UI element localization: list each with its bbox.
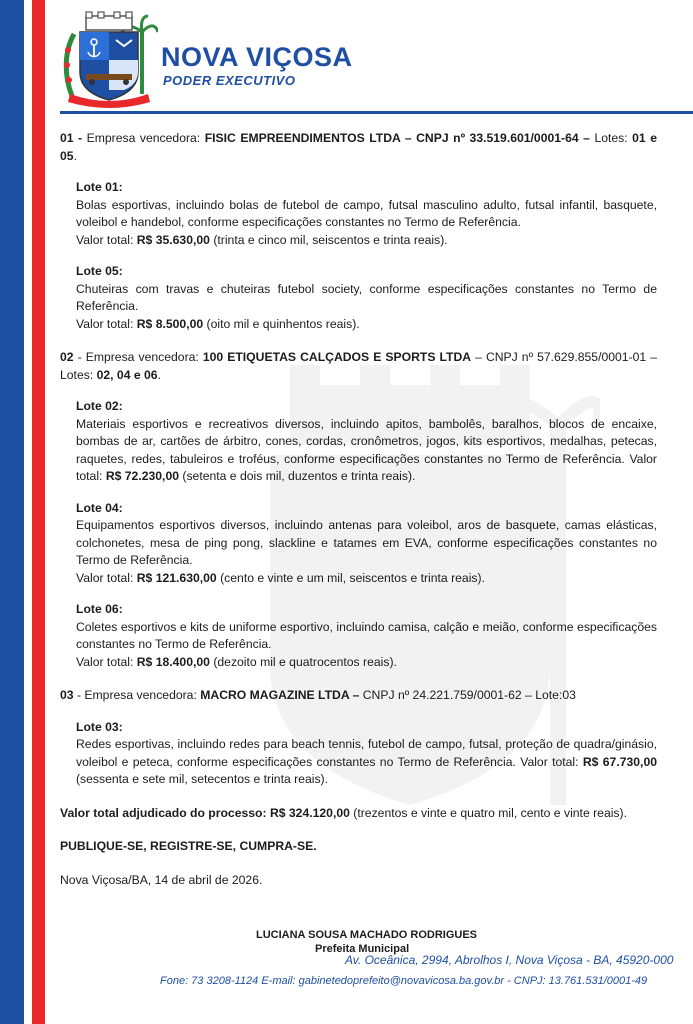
- lote-01-section: [60, 179, 657, 249]
- lote-03-value: R$ 67.730,00: [582, 754, 657, 769]
- lote-03-section: [60, 719, 657, 789]
- company-3-paragraph: [60, 687, 657, 705]
- company-3-prefix: - Empresa vencedora:: [73, 688, 201, 702]
- lote-05-description: Chuteiras com travas e chuteiras futebol society, conforme especificações constantes no Termo de Referência.: [76, 281, 657, 313]
- total-label: Valor total adjudicado do processo:: [60, 805, 270, 820]
- lote-02-title: Lote 02:: [76, 399, 123, 413]
- letterhead: [60, 10, 690, 110]
- lote-01-title: Lote 01:: [76, 180, 123, 194]
- lote-03-title: Lote 03:: [76, 719, 123, 734]
- lote-03-value-words: (sessenta e sete mil, setecentos e trinta reais).: [76, 772, 328, 786]
- lote-06-value: R$ 18.400,00: [136, 654, 210, 669]
- company-1-lotes: 01 e 05: [60, 131, 657, 163]
- lote-02-section: [60, 398, 657, 486]
- lote-05-title: Lote 05:: [76, 264, 123, 278]
- company-1-name: FISIC EMPREENDIMENTOS LTDA – CNPJ nº 33.519.601/0001-64 –: [204, 131, 595, 145]
- lote-05-value-label: Valor total:: [76, 316, 137, 331]
- lote-04-value-label: Valor total:: [76, 570, 137, 585]
- lote-06-value-label: Valor total:: [76, 654, 137, 669]
- signatory-name: LUCIANA SOUSA MACHADO RODRIGUES: [256, 929, 478, 941]
- lote-06-description: Coletes esportivos e kits de uniforme esportivo, incluindo camisa, calção e meião, conforme especificações constantes no Termo de Referência.: [76, 619, 657, 651]
- lote-01-value: R$ 35.630,00: [136, 232, 210, 247]
- company-2-end: .: [157, 367, 161, 382]
- lote-01-value-label: Valor total:: [76, 232, 137, 247]
- lote-01-value-words: (trinta e cinco mil, seiscentos e trinta reais).: [209, 232, 448, 247]
- lote-04-section: [60, 500, 657, 588]
- company-3-cnpj: CNPJ nº 24.221.759/0001-62 –: [362, 688, 536, 702]
- place-date: Nova Viçosa/BA, 14 de abril de 2026.: [60, 872, 263, 887]
- total-words: (trezentos e vinte e quatro mil, cento e vinte reais).: [349, 805, 627, 820]
- company-1-paragraph: [60, 130, 657, 165]
- company-1-end: .: [73, 148, 77, 163]
- lote-02-description: Materiais esportivos e recreativos diversos, incluindo apitos, bambolês, baralhos, blocos de encaixe, bombas de ar, cartões de árbitro, cones, cordas, cronômetros, jogos, kits esportivos, medalhas, petecas, raquetes, redes, tabuleiros e troféus, conforme especificações constantes no Termo de Referência. Valor total:: [76, 416, 657, 483]
- company-2-number: 02: [60, 350, 74, 364]
- company-2-name: 100 ETIQUETAS CALÇADOS E SPORTS LTDA: [202, 350, 472, 364]
- lote-06-title: Lote 06:: [76, 602, 123, 616]
- company-2-prefix: - Empresa vencedora:: [73, 350, 203, 364]
- company-2-lotes: 02, 04 e 06: [96, 367, 158, 382]
- company-3-name: MACRO MAGAZINE LTDA –: [200, 688, 363, 702]
- lote-04-title: Lote 04:: [76, 500, 123, 515]
- lote-05-value-words: (oito mil e quinhentos reais).: [203, 316, 360, 331]
- closing-statement: PUBLIQUE-SE, REGISTRE-SE, CUMPRA-SE.: [60, 839, 317, 853]
- footer-address: Av. Oceânica, 2994, Abrolhos I, Nova Viçosa - BA, 45920-000: [345, 953, 674, 967]
- company-1-lotes-prefix: Lotes:: [594, 131, 633, 145]
- company-2-paragraph: [60, 349, 657, 384]
- header-divider: [60, 111, 693, 114]
- lote-06-section: [60, 601, 657, 671]
- footer-contact: Fone: 73 3208-1124 E-mail: gabinetedoprefeito@novavicosa.ba.gov.br - CNPJ: 13.761.531/0001-49: [160, 975, 648, 987]
- company-1-number: 01 -: [60, 131, 83, 145]
- company-3-lotes: Lote:03: [535, 688, 576, 702]
- company-2-cnpj: – CNPJ nº 57.629.855/0001-01 – Lotes:: [60, 350, 657, 382]
- left-blue-stripe: [0, 0, 24, 1024]
- lote-03-description: Redes esportivas, incluindo redes para beach tennis, futebol de campo, futsal, proteção de quadra/ginásio, voleibol e peteca, conforme especificações constantes no Termo de Referência. Valor total:: [76, 737, 657, 769]
- lote-05-value: R$ 8.500,00: [136, 316, 204, 331]
- lote-02-value: R$ 72.230,00: [105, 469, 179, 483]
- document-body: [60, 130, 657, 889]
- lote-04-value: R$ 121.630,00: [136, 570, 217, 585]
- lote-04-value-words: (cento e vinte e um mil, seiscentos e trinta reais).: [216, 570, 485, 585]
- company-3-number: 03: [60, 688, 74, 702]
- lote-06-value-words: (dezoito mil e quatrocentos reais).: [209, 654, 397, 669]
- brand-subtitle: PODER EXECUTIVO: [163, 73, 296, 88]
- signatory-role: Prefeita Municipal: [315, 943, 410, 955]
- left-red-stripe: [32, 0, 45, 1024]
- total-value: R$ 324.120,00: [269, 805, 350, 820]
- lote-01-description: Bolas esportivas, incluindo bolas de futebol de campo, futsal masculino adulto, futsal infantil, basquete, voleibol e handebol, conforme especificações constantes no Termo de Referência.: [76, 197, 657, 229]
- total-adjudicated: [60, 805, 657, 823]
- lote-05-section: [60, 263, 657, 333]
- company-1-prefix: Empresa vencedora:: [82, 131, 205, 145]
- lote-02-value-words: (setenta e dois mil, duzentos e trinta reais).: [179, 469, 416, 483]
- lote-04-description: Equipamentos esportivos diversos, incluindo antenas para voleibol, aros de basquete, camas elásticas, colchonetes, mesa de ping pong, slackline e tatames em EVA, conforme especificações constantes no Termo de Referência.: [76, 518, 657, 567]
- municipal-crest-icon: [60, 10, 158, 108]
- brand-title: NOVA VIÇOSA: [161, 42, 353, 72]
